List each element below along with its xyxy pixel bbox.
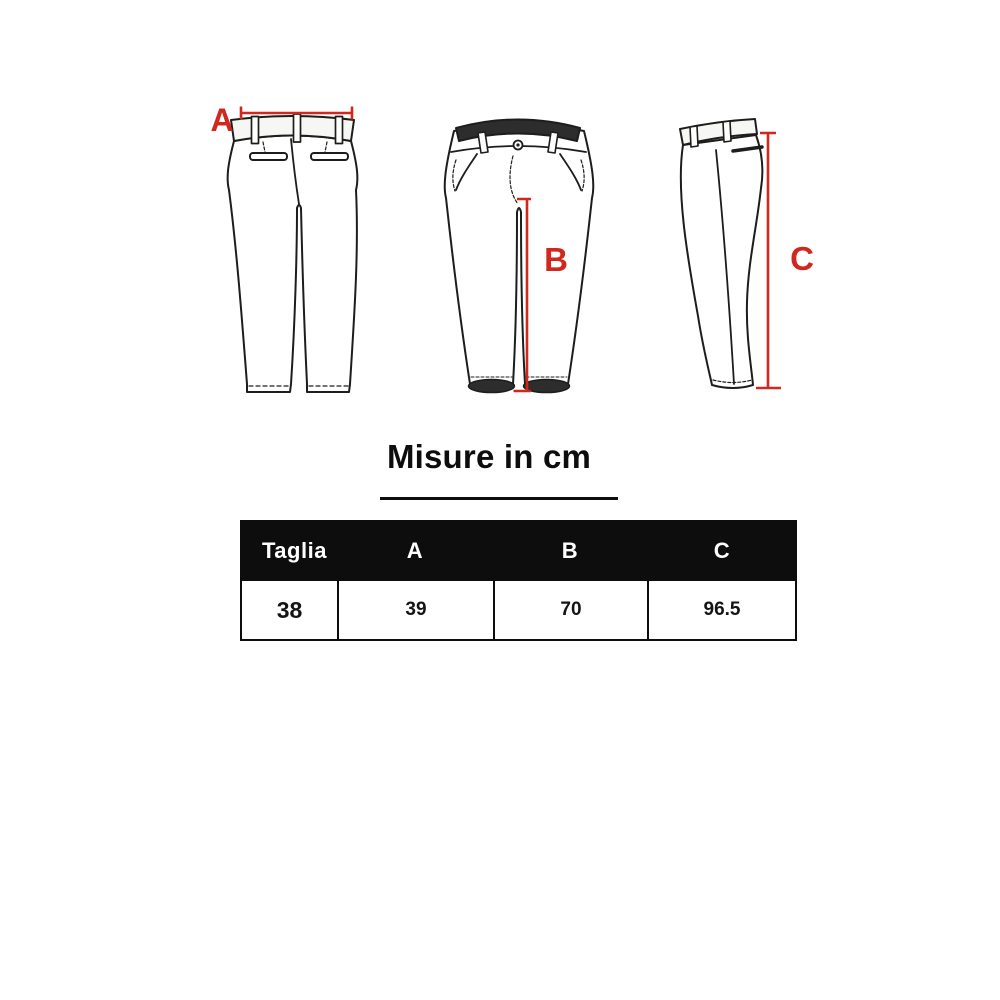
header-cell-a: A [406,537,424,563]
header-cell-b: B [561,537,579,563]
belt-loop [690,126,698,147]
measure-A-label: A [210,102,234,138]
belt-loop [336,117,343,144]
measure-C [756,133,814,388]
cell-a-value: 39 [337,581,493,639]
welt-pocket [311,153,348,160]
welt-pocket [250,153,287,160]
size-table-header-row [240,520,797,581]
pants-diagrams [0,0,1000,450]
cell-taglia-value: 38 [276,596,303,623]
title-underline [380,497,618,500]
header-cell-c: C [713,537,731,563]
header-cell-taglia: Taglia [262,537,327,563]
size-table [240,520,797,641]
size-table-data-row [240,581,797,641]
measure-B-label: B [544,241,568,278]
waist-button-hole [516,143,519,146]
hem-opening-dark [469,380,515,393]
belt-loop [294,114,301,142]
page-title: Misure in cm [386,438,592,475]
front-body [445,125,594,385]
pants-front-view-drawing [445,120,594,393]
belt-loop [723,121,731,142]
belt-loop [252,117,259,144]
back-body [228,136,358,393]
measure-C-label: C [790,240,814,277]
pants-back-view-drawing [228,114,358,392]
cell-c-value: 96.5 [647,581,795,639]
side-body [681,135,763,388]
cell-b-value: 70 [493,581,647,639]
pants-side-view-drawing [680,119,762,388]
